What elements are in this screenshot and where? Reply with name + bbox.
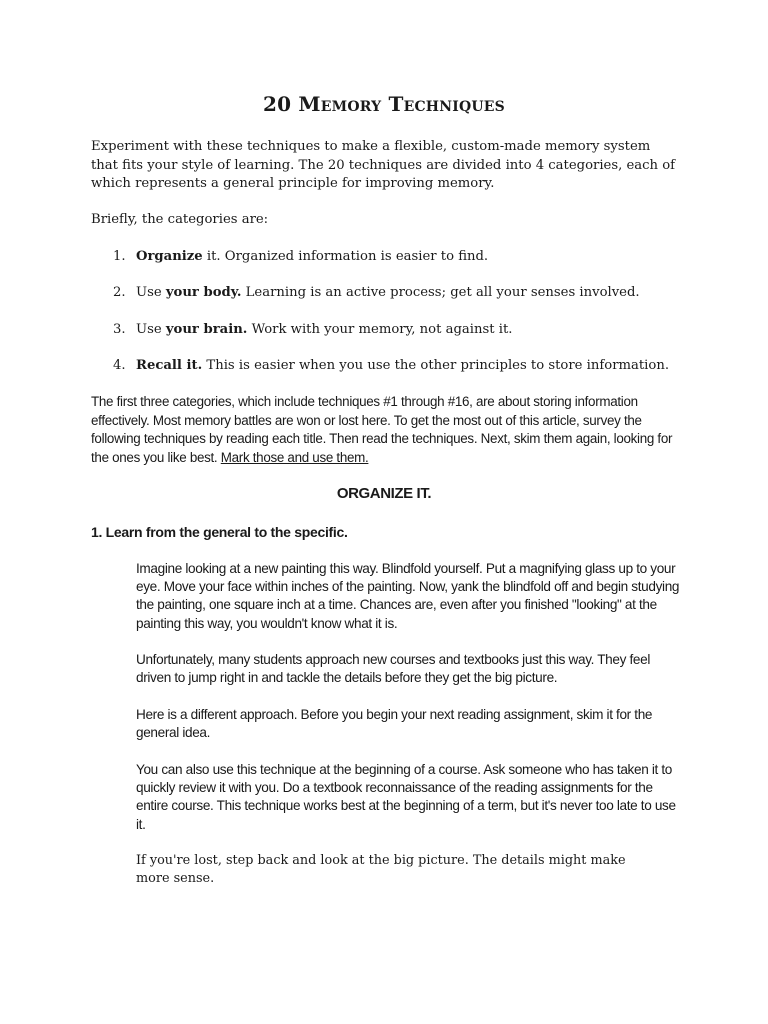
intro-paragraph: Experiment with these techniques to make a flexible, custom-made memory system that fits your style of learning. The 20 techniques are divided into 4 categories, each of which represents a general principle for improving memory. xyxy=(91,139,676,191)
category-item xyxy=(113,248,673,266)
category-bold: Recall it. xyxy=(136,358,203,373)
title-word1-cap: M xyxy=(298,92,321,116)
category-text: Learning is an active process; get all your senses involved. xyxy=(241,285,640,300)
technique-paragraph: Here is a different approach. Before you begin your next reading assignment, skim it for the general idea. xyxy=(136,707,653,741)
category-bold: Organize xyxy=(136,249,203,264)
title-number: 20 xyxy=(263,92,299,116)
technique-paragraph: You can also use this technique at the beginning of a course. Ask someone who has taken it to quickly review it with you. Do a textbook reconnaissance of the reading assignments for the entire course. This technique works best at the beginning of a term, but it's never too late to use it. xyxy=(136,762,676,832)
section-heading-organize: ORGANIZE IT. xyxy=(336,485,432,502)
technique-paragraph: Imagine looking at a new painting this way. Blindfold yourself. Put a magnifying glass up to your eye. Move your face within inches of the painting. Now, yank the blindfold off and begin studying the painting, one square inch at a time. Chances are, even after you finished "looking" at the painting this way, you wouldn't know what it is. xyxy=(136,561,680,631)
category-number: 1. xyxy=(113,249,126,264)
category-prefix: Use xyxy=(136,322,166,337)
title-word1-rest: emory xyxy=(320,92,382,116)
category-text: it. Organized information is easier to find. xyxy=(202,249,489,264)
mark-those-text: Mark those and use them. xyxy=(220,449,369,465)
category-item xyxy=(113,321,673,339)
page-title xyxy=(0,92,768,116)
category-number: 2. xyxy=(113,285,126,300)
technique-paragraph: Unfortunately, many students approach new courses and textbooks just this way. They feel driven to jump right in and tackle the details before they get the big picture. xyxy=(136,652,650,686)
title-word2-rest: echniques xyxy=(403,92,505,116)
category-text: Work with your memory, not against it. xyxy=(247,322,513,337)
category-number: 3. xyxy=(113,322,126,337)
title-word2-cap: T xyxy=(388,92,404,116)
category-bold: your body. xyxy=(165,285,242,300)
first-three-paragraph xyxy=(91,393,681,467)
category-prefix: Use xyxy=(136,285,166,300)
technique-1-heading: 1. Learn from the general to the specific. xyxy=(91,524,348,540)
technique-paragraph: If you're lost, step back and look at the big picture. The details might make more sense. xyxy=(136,853,626,887)
category-item xyxy=(113,284,673,302)
briefly-text: Briefly, the categories are: xyxy=(91,212,269,227)
category-text: This is easier when you use the other principles to store information. xyxy=(202,358,670,373)
first-three-text: The first three categories, which include techniques #1 through #16, are about storing information effectively. Most memory battles are won or lost here. To get the most out of this article, survey the following techniques by reading each title. Then read the techniques. Next, skim them again, looking for the ones you like best. xyxy=(91,394,673,465)
category-item xyxy=(113,357,673,375)
category-number: 4. xyxy=(113,358,126,373)
category-bold: your brain. xyxy=(165,322,248,337)
